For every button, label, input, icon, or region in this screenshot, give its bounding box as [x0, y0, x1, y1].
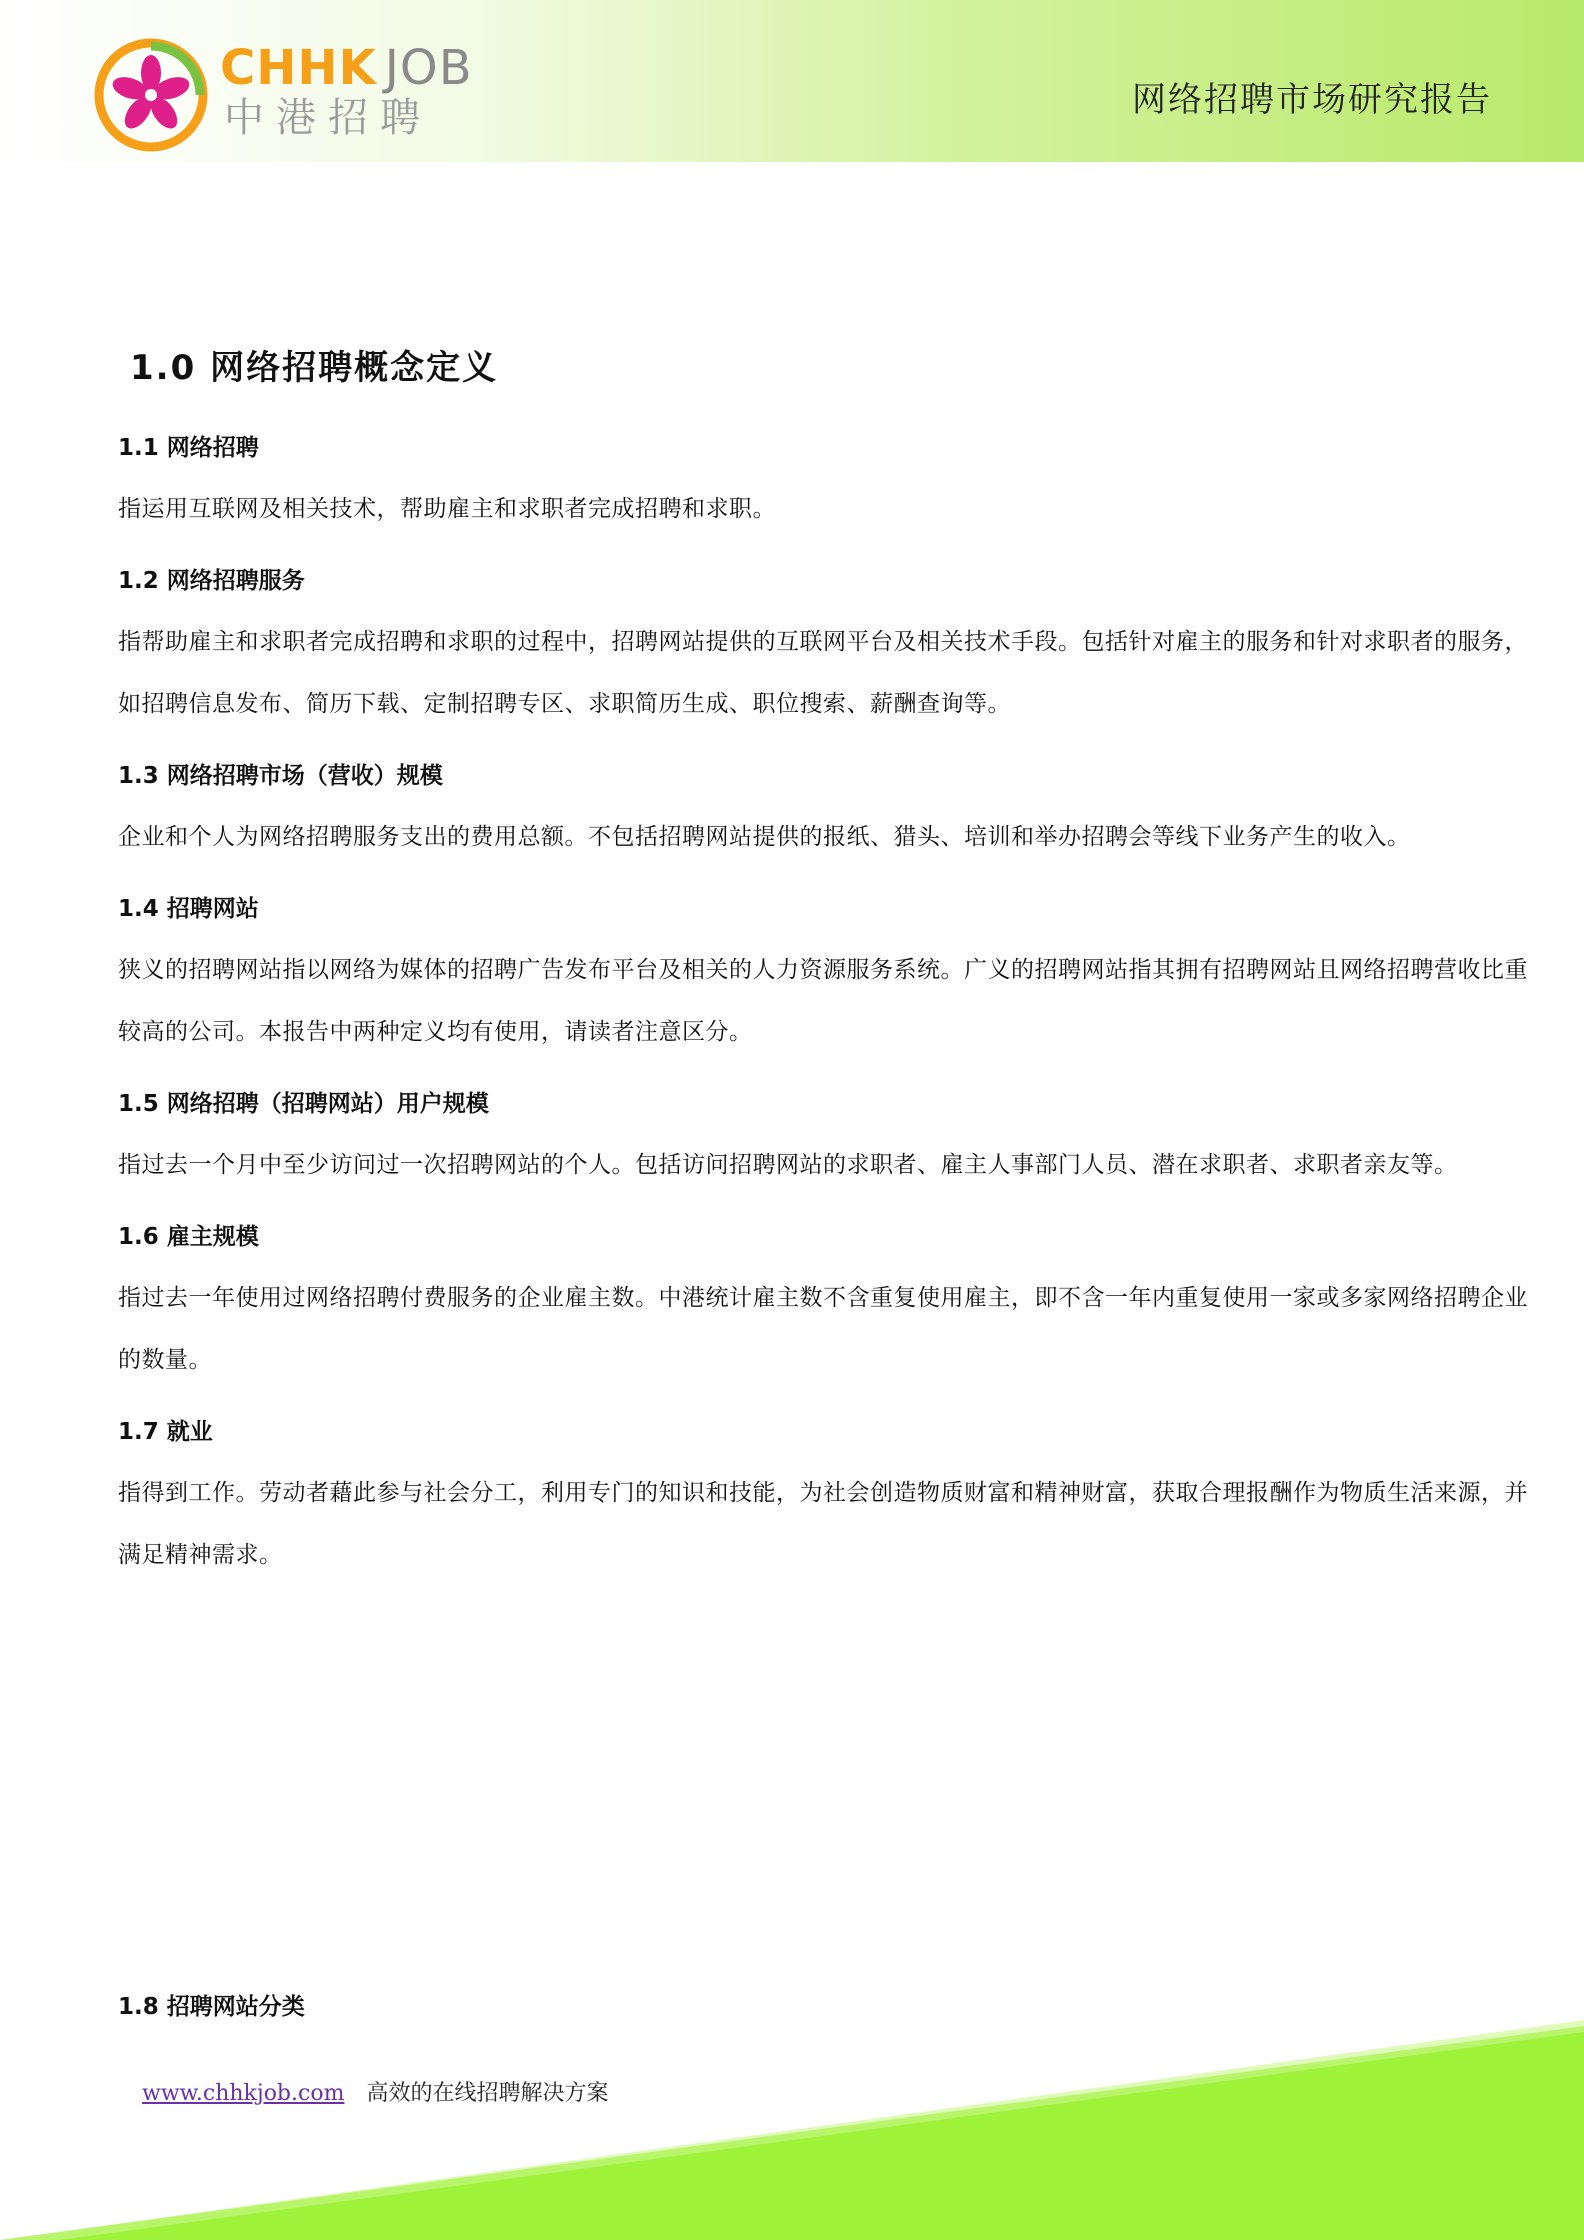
- definition-section: [118, 757, 1538, 868]
- definition-section: [118, 562, 1538, 735]
- page-footer: [142, 2076, 608, 2107]
- section-body: 狭义的招聘网站指以网络为媒体的招聘广告发布平台及相关的人力资源服务系统。广义的招聘网站指其拥有招聘网站且网络招聘营收比重较高的公司。本报告中两种定义均有使用，请读者注意区分。: [118, 957, 1528, 1045]
- definition-section: [118, 1085, 1538, 1196]
- main-content: [118, 340, 1538, 1608]
- website-link[interactable]: www.chhkjob.com: [142, 2081, 345, 2106]
- section-title: 1.5 网络招聘（招聘网站）用户规模: [118, 1091, 489, 1117]
- section-title: 1.2 网络招聘服务: [118, 568, 305, 594]
- section-body: 指得到工作。劳动者藉此参与社会分工，利用专门的知识和技能，为社会创造物质财富和精神财富，获取合理报酬作为物质生活来源，并满足精神需求。: [118, 1480, 1528, 1568]
- footer-slogan: 高效的在线招聘解决方案: [366, 2081, 609, 2106]
- section-body: 指过去一个月中至少访问过一次招聘网站的个人。包括访问招聘网站的求职者、雇主人事部门人员、潜在求职者、求职者亲友等。: [118, 1152, 1458, 1178]
- definition-section: [118, 1218, 1538, 1391]
- definition-section: [118, 890, 1538, 1063]
- section-body: 指过去一年使用过网络招聘付费服务的企业雇主数。中港统计雇主数不含重复使用雇主，即不含一年内重复使用一家或多家网络招聘企业的数量。: [118, 1285, 1528, 1373]
- section-body: 指帮助雇主和求职者完成招聘和求职的过程中，招聘网站提供的互联网平台及相关技术手段。包括针对雇主的服务和针对求职者的服务，如招聘信息发布、简历下载、定制招聘专区、求职简历生成、职位搜索、薪酬查询等。: [118, 629, 1528, 717]
- section-body: 企业和个人为网络招聘服务支出的费用总额。不包括招聘网站提供的报纸、猎头、培训和举办招聘会等线下业务产生的收入。: [118, 824, 1411, 850]
- section-title: 1.6 雇主规模: [118, 1224, 259, 1250]
- chhk-logo: [94, 32, 473, 152]
- report-title: 网络招聘市场研究报告: [1132, 80, 1492, 120]
- footer-green-wedge: [0, 2020, 1584, 2240]
- bauhinia-logo-icon: [94, 38, 208, 152]
- section-title: 1.7 就业: [118, 1419, 213, 1445]
- section-title: 1.1 网络招聘: [118, 435, 259, 461]
- section-body: 指运用互联网及相关技术，帮助雇主和求职者完成招聘和求职。: [118, 496, 776, 522]
- section-title: 1.3 网络招聘市场（营收）规模: [118, 763, 443, 789]
- chapter-heading: 1.0 网络招聘概念定义: [130, 348, 499, 388]
- definition-section: [118, 429, 1538, 540]
- page-header: [0, 0, 1584, 162]
- next-section-title: 1.8 招聘网站分类: [118, 1994, 305, 2020]
- logo-chinese-text: 中港招聘: [224, 95, 432, 141]
- definition-section: [118, 1413, 1538, 1586]
- logo-english-text: CHHK JOB: [220, 40, 473, 96]
- section-title: 1.4 招聘网站: [118, 896, 259, 922]
